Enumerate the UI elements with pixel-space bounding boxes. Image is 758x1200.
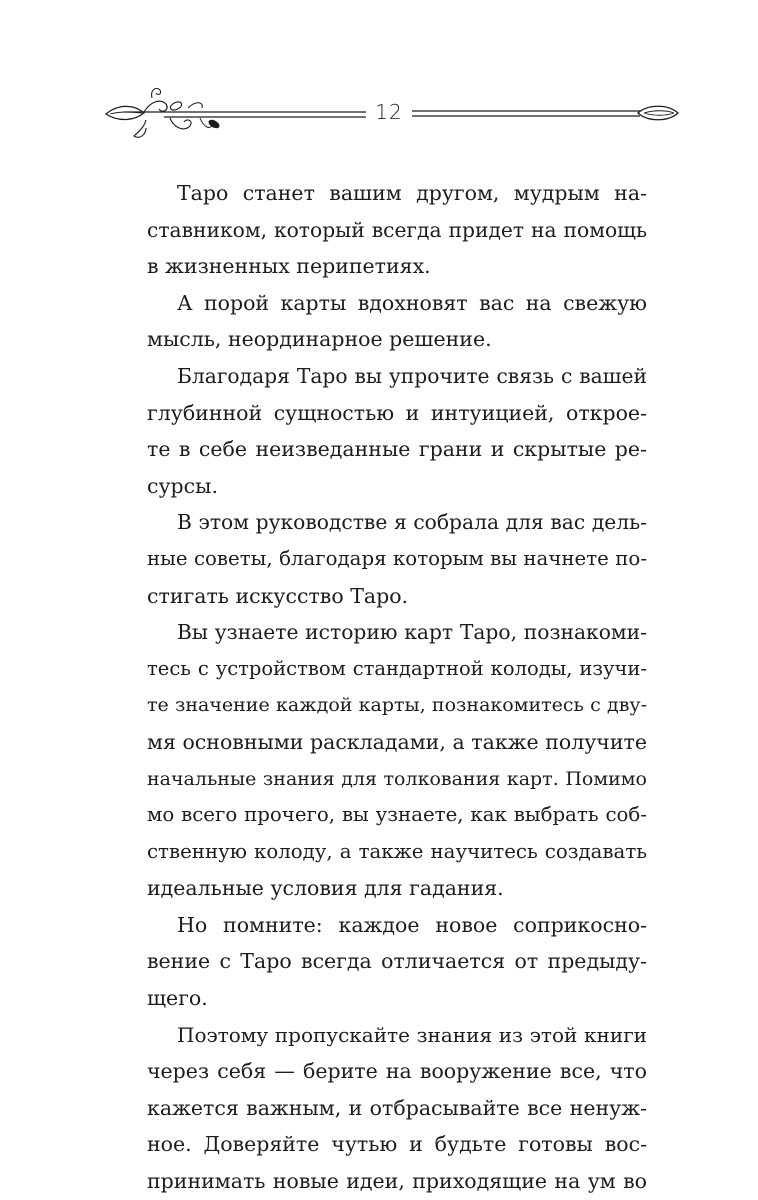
text-line: в жизненных перипетиях. [147,254,431,279]
text-line: тесь с устройством стандартной колоды, изучи- [147,656,647,680]
text-line: сурсы. [147,473,218,498]
text-line: щего. [147,986,208,1011]
text-line: глубинной сущностью и интуицией, открое- [147,400,647,425]
paragraph [147,614,647,907]
paragraph [147,285,647,358]
text-line: В этом руководстве я собрала для вас дель- [177,510,647,535]
text-line: ственную колоду, а также научитесь создавать [147,839,647,863]
text-line: ное. Доверяйте чутью и будьте готовы вос- [147,1132,647,1157]
text-line: ставником, который всегда придет на помощь [147,217,647,242]
text-line: через себя — берите на вооружение все, что [147,1059,647,1084]
text-line: ные советы, благодаря которым вы начнете по- [147,546,647,570]
page-number: 12 [375,100,403,124]
paragraph [147,907,647,1017]
paragraph [147,358,647,504]
text-line: идеальные условия для гадания. [147,876,504,901]
floral-vine-ornament-icon [104,84,374,144]
paragraph [147,1017,647,1200]
text-line: мысль, неординарное решение. [147,327,492,352]
text-line: кажется важным, и отбрасывайте все ненуж- [147,1095,647,1120]
text-line: Таро станет вашим другом, мудрым на- [177,181,647,205]
text-line: Поэтому пропускайте знания из этой книги [177,1022,647,1047]
text-line: мо всего прочего, вы узнаете, как выбрать соб- [147,803,647,827]
text-line: мя основными раскладами, а также получите [147,729,647,754]
text-line: Благодаря Таро вы упрочите связь с вашей [177,363,647,388]
text-line: принимать новые идеи, приходящие на ум во [147,1169,647,1194]
page-header [0,84,758,144]
text-line: вение с Таро всегда отличается от предыду- [147,949,647,974]
text-line: Но помните: каждое новое соприкосно- [177,912,647,937]
paragraph [147,504,647,614]
feather-rule-ornament-icon [412,98,682,128]
text-line: те значение каждой карты, познакомитесь с дву- [147,694,647,717]
paragraph [147,175,647,285]
text-line: те в себе неизведанные грани и скрытые ре- [147,437,647,462]
text-line: стигать искусство Таро. [147,583,409,608]
body-text [147,175,647,1200]
text-line: начальные знания для толкования карт. Помимо [147,767,647,790]
text-line: Вы узнаете историю карт Таро, познакоми- [177,620,647,645]
text-line: А порой карты вдохновят вас на свежую [177,290,647,315]
